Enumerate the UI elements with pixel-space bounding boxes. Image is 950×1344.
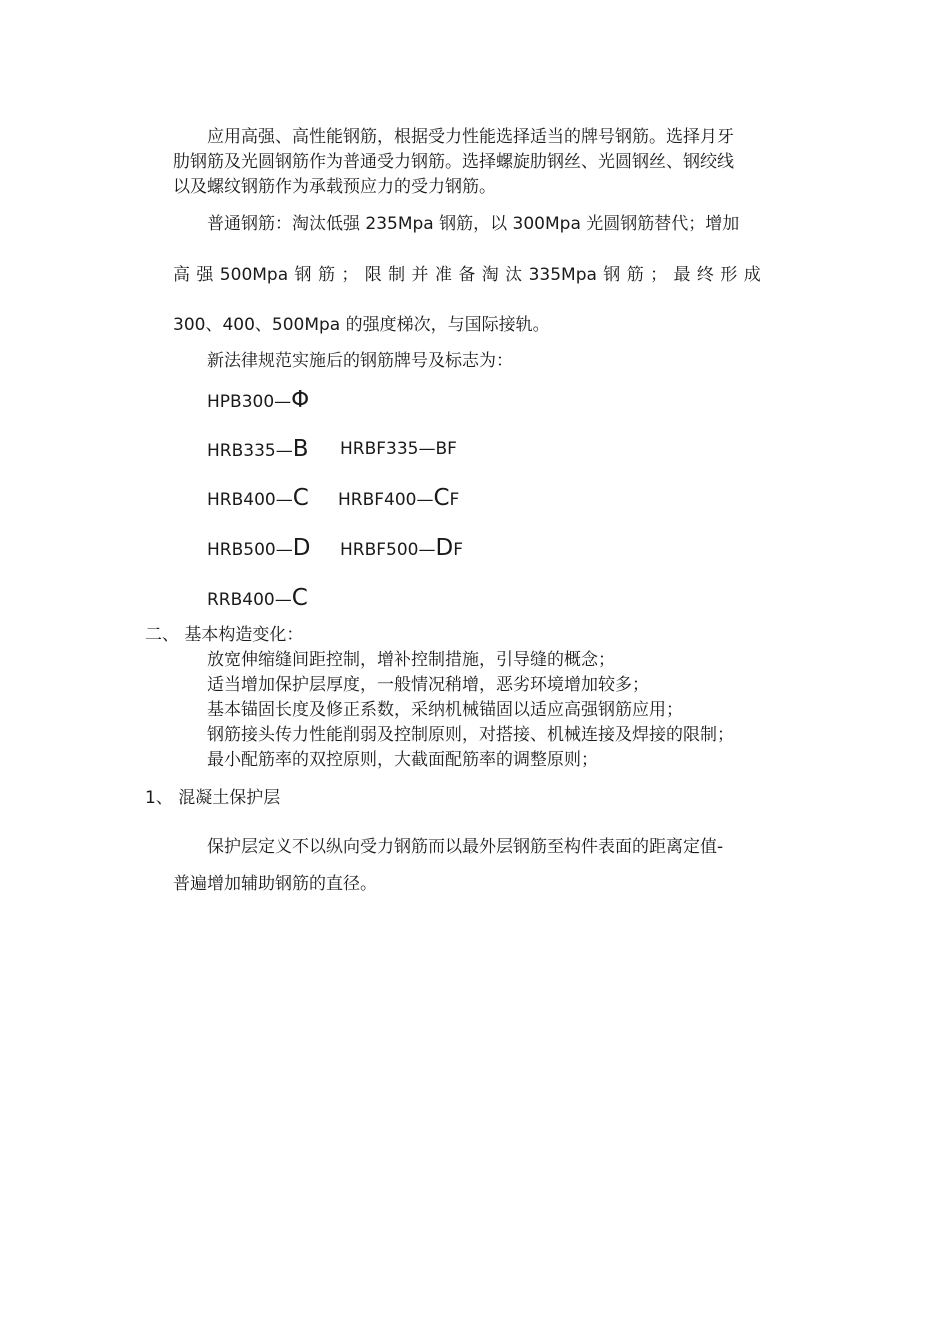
grade-hrbf400-mark: C xyxy=(433,485,450,511)
grade-hrbf500-suffix: F xyxy=(453,540,463,560)
para1-line3: 以及螺纹钢筋作为承载预应力的受力钢筋。 xyxy=(173,177,496,197)
section2-heading: 二、 基本构造变化： xyxy=(145,625,304,645)
grade-hrbf400 xyxy=(338,484,459,514)
grade-hrb500-name: HRB500— xyxy=(207,540,293,560)
grade-hrb400 xyxy=(207,484,309,514)
section2-item: 基本锚固长度及修正系数，采纳机械锚固以适应高强钢筋应用； xyxy=(207,700,683,720)
grade-hpb300 xyxy=(207,386,309,416)
grade-hrbf400-suffix: F xyxy=(449,490,460,510)
grade-rrb400-name: RRB400— xyxy=(207,590,292,610)
para1-line1: 应用高强、高性能钢筋，根据受力性能选择适当的牌号钢筋。选择月牙 xyxy=(207,127,734,147)
para3-text: 新法律规范实施后的钢筋牌号及标志为： xyxy=(207,351,513,371)
grade-rrb400 xyxy=(207,584,308,614)
grade-hrb335-mark: B xyxy=(292,436,309,462)
section2-item: 钢筋接头传力性能削弱及控制原则，对搭接、机械连接及焊接的限制； xyxy=(207,725,734,745)
grade-hpb300-mark: Φ xyxy=(291,387,310,413)
para1-line2: 肋钢筋及光圆钢筋作为普通受力钢筋。选择螺旋肋钢丝、光圆钢丝、钢绞线 xyxy=(173,152,734,172)
grade-rrb400-mark: C xyxy=(291,585,308,611)
section1-line1: 保护层定义不以纵向受力钢筋而以最外层钢筋至构件表面的距离定值- xyxy=(207,837,724,857)
grade-hrb400-mark: C xyxy=(292,485,309,511)
para2-line3: 300、400、500Mpa 的强度梯次，与国际接轨。 xyxy=(173,315,550,335)
grade-hrb500 xyxy=(207,534,310,564)
grade-hrb335 xyxy=(207,435,309,465)
grade-hrbf500-name: HRBF500— xyxy=(340,540,436,560)
grade-hrbf500 xyxy=(340,534,463,564)
grade-hrbf335-name: HRBF335—BF xyxy=(340,439,457,459)
para2-line2: 高 强 500Mpa 钢 筋 ； 限 制 并 准 备 淘 汰 335Mpa 钢 筋 ； 最 终 形 成 xyxy=(173,265,761,285)
section2-item: 最小配筋率的双控原则，大截面配筋率的调整原则； xyxy=(207,750,598,770)
section1-heading: 1、 混凝土保护层 xyxy=(145,788,281,808)
grade-hrbf335 xyxy=(340,435,457,463)
grade-hrb335-name: HRB335— xyxy=(207,441,293,461)
grade-hrbf500-mark: D xyxy=(435,535,454,561)
grade-hrb500-mark: D xyxy=(292,535,311,561)
section2-item: 放宽伸缩缝间距控制，增补控制措施，引导缝的概念； xyxy=(207,650,615,670)
para2-line1: 普通钢筋：淘汰低强 235Mpa 钢筋，以 300Mpa 光圆钢筋替代；增加 xyxy=(207,214,740,234)
grade-hrbf400-name: HRBF400— xyxy=(338,490,434,510)
grade-hpb300-name: HPB300— xyxy=(207,392,292,412)
grade-hrb400-name: HRB400— xyxy=(207,490,293,510)
section2-item: 适当增加保护层厚度，一般情况稍增，恶劣环境增加较多； xyxy=(207,675,649,695)
section1-line2: 普遍增加辅助钢筋的直径。 xyxy=(173,874,377,894)
